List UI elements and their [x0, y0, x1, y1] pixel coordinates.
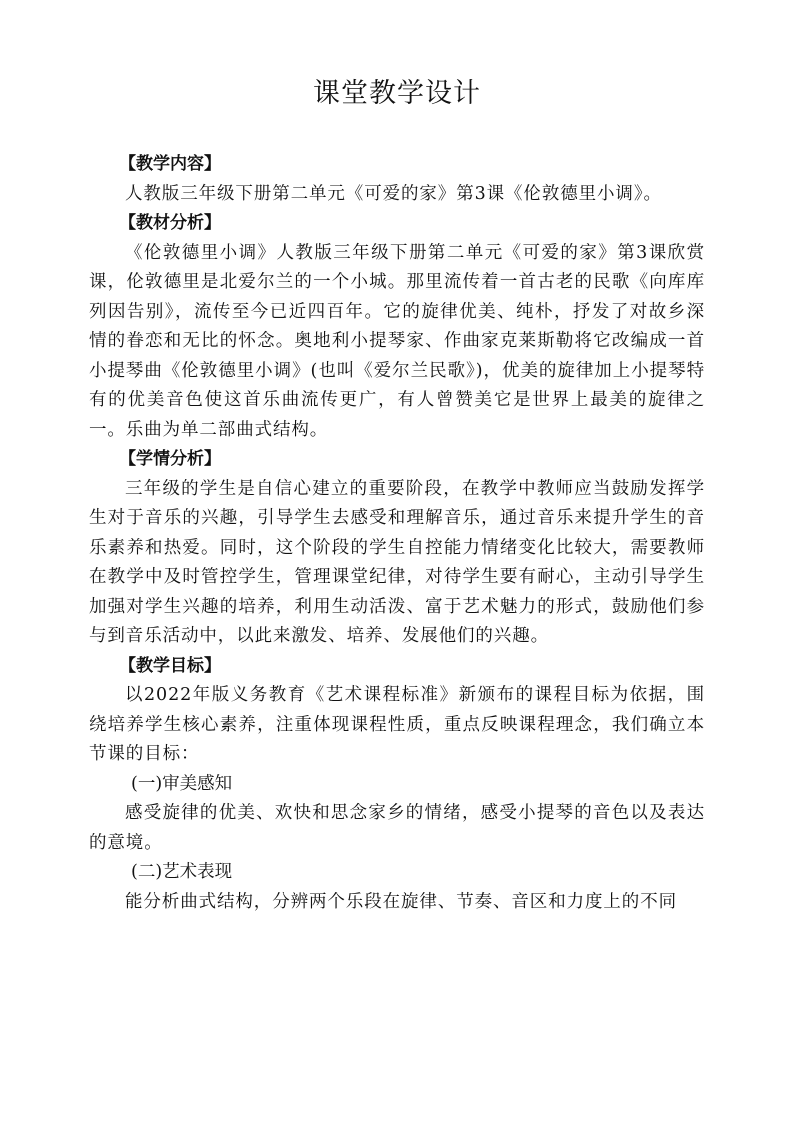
goal-label: 艺术表现 [162, 862, 233, 882]
section-heading-students: 【学情分析】 [119, 449, 221, 469]
section-text-goals: 以2022年版义务教育《艺术课程标准》新颁布的课程目标为依据，围绕培养学生核心素养，注重体现课程性质，重点反映课程理念，我们确立本节课的目标： [89, 685, 705, 764]
goal-text: 感受旋律的优美、欢快和思念家乡的情绪，感受小提琴的音色以及表达的意境。 [89, 803, 705, 853]
goal-subheading [89, 770, 705, 800]
goal-subheading [89, 858, 705, 888]
goal-number: (二) [131, 862, 163, 882]
section-heading-material: 【教材分析】 [119, 213, 221, 233]
goal-label: 审美感知 [162, 773, 233, 794]
section-text-students: 三年级的学生是自信心建立的重要阶段，在教学中教师应当鼓励发挥学生对于音乐的兴趣，引导学生去感受和理解音乐，通过音乐来提升学生的音乐素养和热爱。同时，这个阶段的学生自控能力情绪变化比较大，需要教师在教学中及时管控学生，管理课堂纪律，对待学生要有耐心，主动引导学生加强对学生兴趣的培养，利用生动活泼、富于艺术魅力的形式，鼓励他们参与到音乐活动中，以此来激发、培养、发展他们的兴趣。 [89, 478, 705, 646]
section-text-material: 《伦敦德里小调》人教版三年级下册第二单元《可爱的家》第3课欣赏课，伦敦德里是北爱尔兰的一个小城。那里流传着一首古老的民歌《向库库列因告别》，流传至今已近四百年。它的旋律优美、纯朴，抒发了对故乡深情的眷恋和无比的怀念。奥地利小提琴家、作曲家克莱斯勒将它改编成一首小提琴曲《伦敦德里小调》(也叫《爱尔兰民歌》)，优美的旋律加上小提琴特有的优美音色使这首乐曲流传更广，有人曾赞美它是世界上最美的旋律之一。乐曲为单二部曲式结构。 [89, 242, 705, 440]
goal-text: 能分析曲式结构，分辨两个乐段在旋律、节奏、音区和力度上的不同 [125, 891, 677, 912]
section-text-content: 人教版三年级下册第二单元《可爱的家》第3课《伦敦德里小调》。 [125, 183, 662, 204]
section-heading-goals: 【教学目标】 [119, 655, 221, 676]
page-title: 课堂教学设计 [313, 78, 481, 109]
goal-number: (一) [131, 773, 163, 794]
section-heading-content: 【教学内容】 [119, 154, 221, 174]
document-body [89, 150, 705, 917]
